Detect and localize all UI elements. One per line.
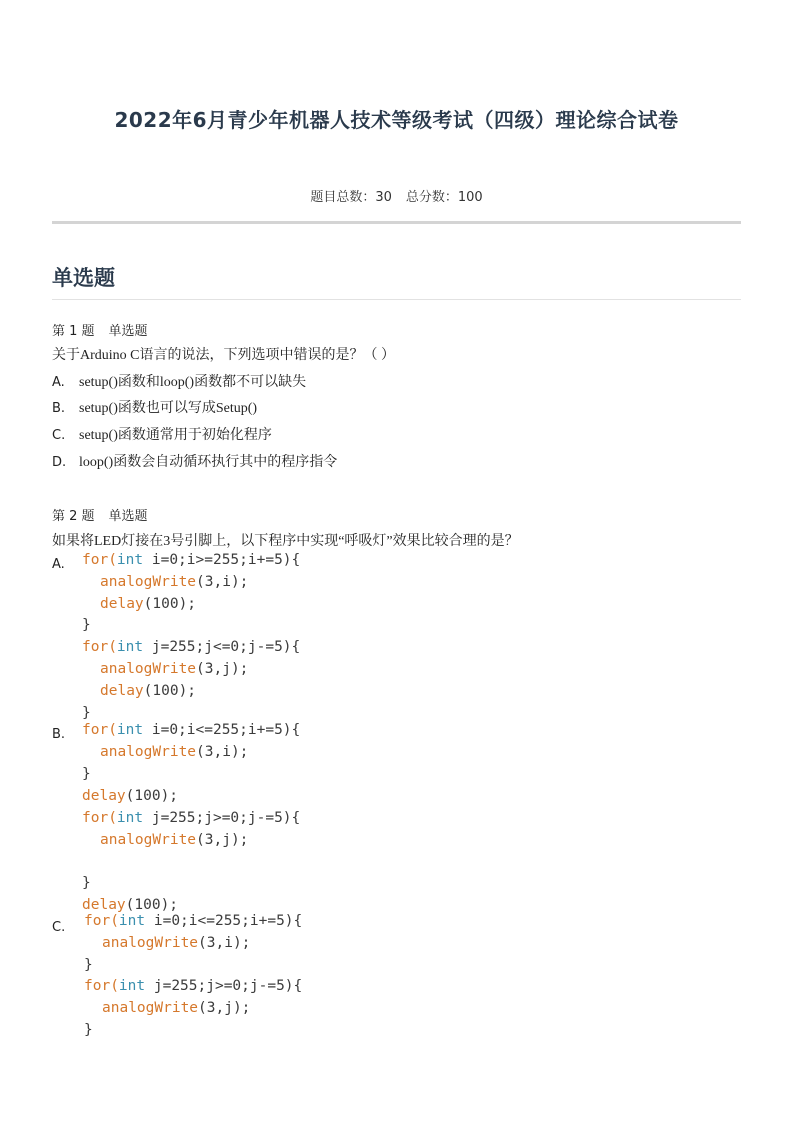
question-2-option-a[interactable] [52, 557, 79, 573]
question-1-number: 第 1 题 [52, 324, 95, 339]
code-keyword: analogWrite [100, 573, 197, 590]
option-label: D. [52, 455, 67, 470]
page-title: 2022年6月青少年机器人技术等级考试（四级）理论综合试卷 [114, 108, 679, 132]
code-text: } [82, 704, 91, 721]
code-line [100, 683, 196, 699]
question-2-type: 单选题 [108, 509, 148, 524]
code-text: i=0;i<=255;i+=5){ [143, 722, 301, 738]
code-text: (3,j); [196, 831, 249, 848]
option-text: loop()函数会自动循环执行其中的程序指令 [79, 455, 338, 470]
question-2-option-b[interactable] [52, 727, 79, 743]
question-1-type: 单选题 [108, 324, 148, 339]
code-line [82, 617, 91, 633]
code-keyword: delay [82, 897, 126, 914]
code-keyword: analogWrite [102, 1000, 199, 1017]
code-text: (3,i); [196, 573, 249, 590]
code-line [100, 744, 248, 760]
total-questions: 题目总数：30 [310, 190, 392, 205]
code-text: (3,i); [198, 934, 251, 951]
code-text: (100); [125, 787, 179, 804]
code-keyword: delay [100, 595, 144, 612]
code-text: } [82, 617, 91, 634]
code-line [100, 596, 196, 612]
code-type: int [118, 913, 146, 929]
code-line [82, 810, 300, 826]
code-keyword: analogWrite [100, 831, 197, 848]
question-1-option-b[interactable] [52, 397, 257, 417]
code-keyword: analogWrite [102, 934, 199, 951]
question-2-number: 第 2 题 [52, 509, 95, 524]
question-2-header [52, 505, 148, 524]
code-line [102, 935, 250, 951]
code-text: j=255;j>=0;j-=5){ [143, 809, 301, 826]
code-text: (100); [125, 897, 179, 914]
option-text: setup()函数通常用于初始化程序 [79, 428, 272, 443]
code-keyword: for( [84, 978, 119, 995]
question-1-text: 关于Arduino C语言的说法，下列选项中错误的是？（ ） [52, 348, 395, 363]
code-line [100, 832, 248, 848]
code-line [100, 661, 248, 677]
code-text: j=255;j<=0;j-=5){ [143, 639, 301, 656]
option-label: A. [52, 557, 65, 572]
code-text: } [82, 765, 91, 782]
code-keyword: for( [82, 809, 117, 826]
option-label: C. [52, 428, 66, 443]
code-text: (3,i); [196, 743, 249, 760]
code-text: (3,j); [196, 661, 249, 677]
question-2-text: 如果将LED灯接在3号引脚上，以下程序中实现“呼吸灯”效果比较合理的是？ [52, 534, 519, 549]
code-text: } [84, 1022, 93, 1038]
code-line [84, 978, 302, 994]
code-keyword: for( [82, 722, 117, 738]
code-text: } [82, 875, 91, 892]
section-divider [52, 299, 741, 300]
option-text: setup()函数和loop()函数都不可以缺失 [79, 375, 307, 390]
total-score: 总分数：100 [405, 190, 483, 205]
option-label: B. [52, 401, 66, 416]
code-line [100, 574, 248, 590]
code-line [82, 766, 91, 782]
code-keyword: delay [82, 787, 126, 804]
code-text: (100); [143, 595, 197, 612]
code-type: int [116, 639, 144, 656]
code-keyword: analogWrite [100, 743, 197, 760]
section-title: 单选题 [52, 266, 115, 290]
header-divider [52, 221, 741, 224]
option-label: B. [52, 727, 66, 742]
question-2-option-c[interactable] [52, 920, 79, 936]
code-type: int [116, 809, 144, 826]
code-text: j=255;j>=0;j-=5){ [145, 978, 303, 995]
code-text: i=0;i<=255;i+=5){ [145, 913, 303, 929]
option-text: setup()函数也可以写成Setup() [79, 401, 258, 416]
question-1-option-a[interactable] [52, 371, 306, 391]
code-line [82, 875, 91, 891]
code-line [82, 639, 300, 655]
code-text: } [84, 956, 93, 973]
option-label: A. [52, 375, 65, 390]
code-text: i=0;i>=255;i+=5){ [143, 552, 301, 568]
code-line [82, 788, 178, 804]
code-line [84, 957, 93, 973]
code-line [82, 722, 300, 738]
code-line [82, 705, 91, 721]
code-line [82, 552, 300, 568]
code-line [82, 897, 178, 913]
exam-meta [0, 186, 793, 205]
code-line [102, 1000, 250, 1016]
code-keyword: analogWrite [100, 661, 197, 677]
code-text: (100); [143, 682, 197, 699]
code-keyword: delay [100, 682, 144, 699]
code-keyword: for( [84, 913, 119, 929]
question-1-option-c[interactable] [52, 424, 272, 444]
code-line [84, 913, 302, 929]
code-keyword: for( [82, 552, 117, 568]
code-type: int [116, 722, 144, 738]
code-type: int [116, 552, 144, 568]
code-keyword: for( [82, 639, 117, 656]
code-type: int [118, 978, 146, 995]
code-text: (3,j); [198, 1000, 251, 1017]
question-1-header [52, 320, 148, 339]
option-label: C. [52, 920, 66, 935]
question-1-option-d[interactable] [52, 451, 337, 471]
code-line [84, 1022, 93, 1038]
